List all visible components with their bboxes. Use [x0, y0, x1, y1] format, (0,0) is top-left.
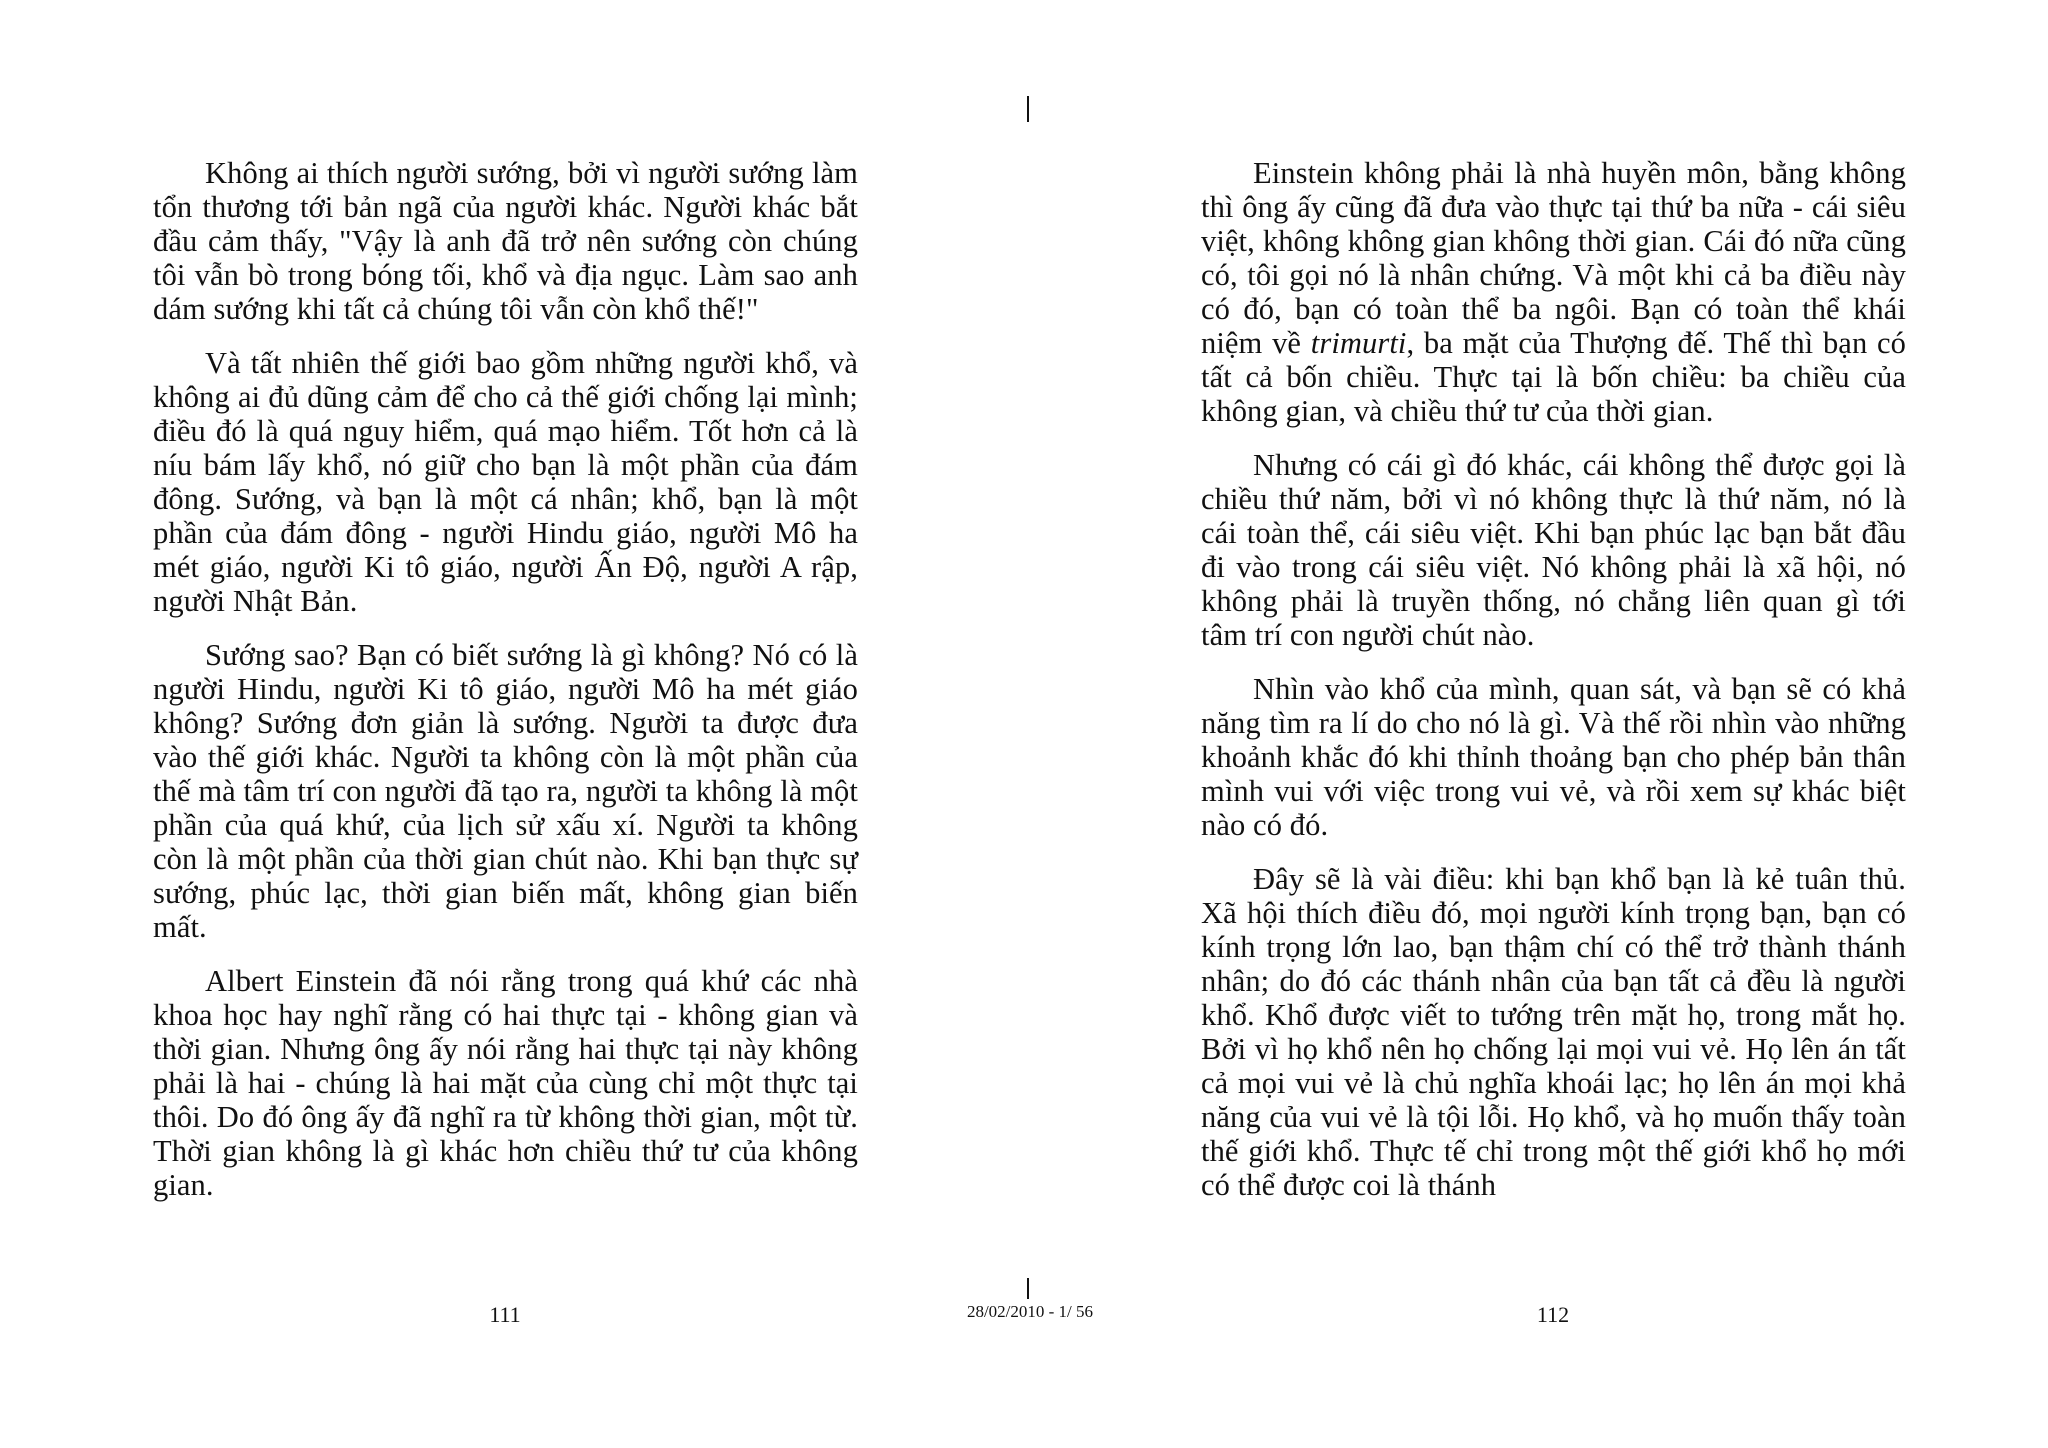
- right-paragraph-1: [1201, 156, 1906, 428]
- right-paragraph-1-text-b: , ba mặt của Thượng đế. Thế thì bạn có tất cả bốn chiều. Thực tại là bốn chiều: ba chiều của không gian, và chiều thứ tư của thời gian.: [1201, 326, 1906, 428]
- left-page: [153, 156, 858, 1222]
- left-page-number: 111: [489, 1302, 521, 1327]
- left-paragraph-3: Sướng sao? Bạn có biết sướng là gì không? Nó có là người Hindu, người Ki tô giáo, người Mô ha mét giáo không? Sướng đơn giản là sướng. Người ta được đưa vào thế giới khác. Người ta không còn là một phần của thế mà tâm trí con người đã tạo ra, người ta không là một phần của quá khứ, của lịch sử xấu xí. Người ta không còn là một phần của thời gian chút nào. Khi bạn thực sự sướng, phúc lạc, thời gian biến mất, không gian biến mất.: [153, 638, 858, 944]
- right-paragraph-3: Nhìn vào khổ của mình, quan sát, và bạn sẽ có khả năng tìm ra lí do cho nó là gì. Và thế rồi nhìn vào những khoảnh khắc đó khi thỉnh thoảng bạn cho phép bản thân mình vui với việc trong vui vẻ, và rồi xem sự khác biệt nào có đó.: [1201, 672, 1906, 842]
- center-fold-mark-top: [1027, 96, 1029, 122]
- right-paragraph-1-text-a: Einstein không phải là nhà huyền môn, bằng không thì ông ấy cũng đã đưa vào thực tại thứ ba nữa - cái siêu việt, không không gian không thời gian. Cái đó nữa cũng có, tôi gọi nó là nhân chứng. Và một khi cả ba điều này có đó, bạn có toàn thể ba ngôi. Bạn có toàn thể khái niệm về: [1201, 156, 1906, 360]
- left-paragraph-4: Albert Einstein đã nói rằng trong quá khứ các nhà khoa học hay nghĩ rằng có hai thực tại - không gian và thời gian. Nhưng ông ấy nói rằng hai thực tại này không phải là hai - chúng là hai mặt của cùng chỉ một thực tại thôi. Do đó ông ấy đã nghĩ ra từ không thời gian, một từ. Thời gian không là gì khác hơn chiều thứ tư của không gian.: [153, 964, 858, 1202]
- right-paragraph-4: Đây sẽ là vài điều: khi bạn khổ bạn là kẻ tuân thủ. Xã hội thích điều đó, mọi người kính trọng bạn, bạn có kính trọng lớn lao, bạn thậm chí có thể trở thành thánh nhân; do đó các thánh nhân của bạn tất cả đều là người khổ. Khổ được viết to tướng trên mặt họ, trong mắt họ. Bởi vì họ khổ nên họ chống lại mọi vui vẻ. Họ lên án tất cả mọi vui vẻ là chủ nghĩa khoái lạc; họ lên án mọi khả năng của vui vẻ là tội lỗi. Họ khổ, và họ muốn thấy toàn thế giới khổ. Thực tế chỉ trong một thế giới khổ họ mới có thể được coi là thánh: [1201, 862, 1906, 1202]
- right-page-number: 112: [1536, 1302, 1570, 1327]
- right-page: [1201, 156, 1906, 1222]
- right-paragraph-2: Nhưng có cái gì đó khác, cái không thể được gọi là chiều thứ năm, bởi vì nó không thực là thứ năm, nó là cái toàn thể, cái siêu việt. Khi bạn phúc lạc bạn bắt đầu đi vào trong cái siêu việt. Nó không phải là xã hội, nó không phải là truyền thống, nó chẳng liên quan gì tới tâm trí con người chút nào.: [1201, 448, 1906, 652]
- print-footer: 28/02/2010 - 1/ 56: [966, 1302, 1094, 1321]
- left-paragraph-2: Và tất nhiên thế giới bao gồm những người khổ, và không ai đủ dũng cảm để cho cả thế giới chống lại mình; điều đó là quá nguy hiểm, quá mạo hiểm. Tốt hơn cả là níu bám lấy khổ, nó giữ cho bạn là một phần của đám đông. Sướng, và bạn là một cá nhân; khổ, bạn là một phần của đám đông - người Hindu giáo, người Mô ha mét giáo, người Ki tô giáo, người Ấn Độ, người A rập, người Nhật Bản.: [153, 346, 858, 618]
- center-fold-mark-bottom: [1027, 1278, 1029, 1299]
- right-paragraph-1-italic-term: trimurti: [1310, 326, 1407, 360]
- left-paragraph-1: Không ai thích người sướng, bởi vì người sướng làm tổn thương tới bản ngã của người khác. Người khác bắt đầu cảm thấy, "Vậy là anh đã trở nên sướng còn chúng tôi vẫn bò trong bóng tối, khổ và địa ngục. Làm sao anh dám sướng khi tất cả chúng tôi vẫn còn khổ thế!": [153, 156, 858, 326]
